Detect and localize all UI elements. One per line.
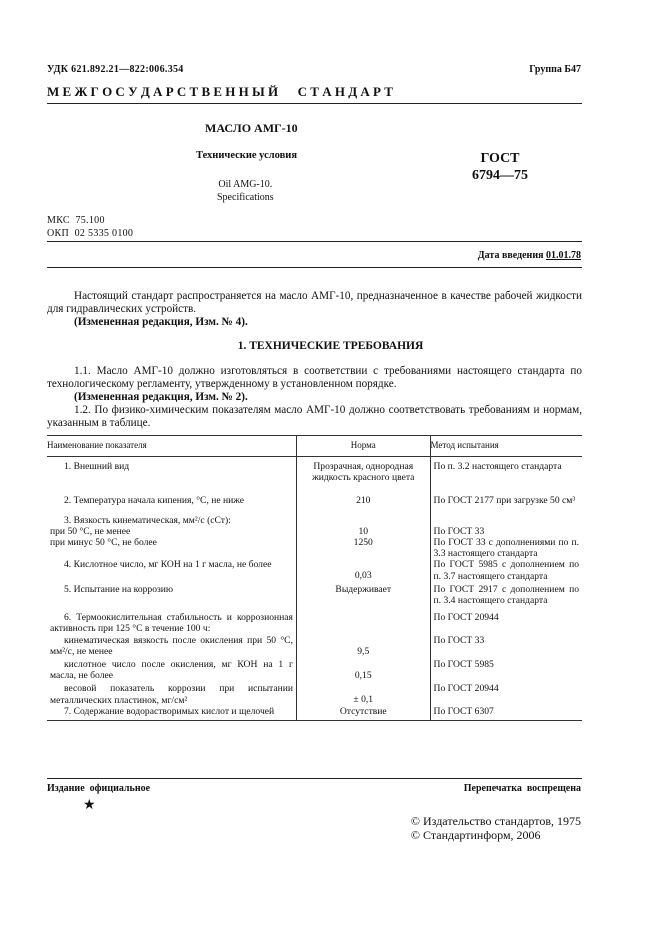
table-row — [47, 582, 582, 606]
group-code: Группа Б47 — [529, 64, 581, 75]
english-title-line1: Oil AMG-10. — [218, 179, 273, 190]
clause-1-1-edit-note: (Измененная редакция, Изм. № 2). — [74, 391, 248, 403]
row-norm — [296, 507, 430, 526]
row-norm: 10 — [296, 526, 430, 537]
gost-designation — [472, 150, 528, 184]
intro-block — [47, 290, 582, 329]
copyright-line-1: © Издательство стандартов, 1975 — [410, 814, 581, 828]
reprint-prohibited-label: Перепечатка воспрещена — [463, 783, 581, 794]
gost-number: 6794—75 — [472, 168, 528, 183]
table-row — [47, 681, 582, 705]
copyright-block — [411, 814, 581, 842]
date-rule — [47, 267, 582, 268]
effective-date — [478, 250, 581, 261]
effective-date-label: Дата введения — [477, 250, 544, 261]
row-method: По ГОСТ 33 с дополнениями по п. 3.3 настоящего стандарта — [430, 537, 582, 559]
row-name: 4. Кислотное число, мг КОН на 1 г масла, не более — [64, 559, 272, 571]
footer-rule — [47, 778, 582, 779]
english-title-line2: Specifications — [217, 192, 274, 203]
table-row — [47, 526, 582, 537]
table-row — [47, 537, 582, 559]
copyright-line-2: © Стандартинформ, 2006 — [410, 828, 541, 842]
row-norm: Прозрачная, однородная жидкость красного цвета — [296, 457, 430, 484]
header-norm: Норма — [296, 436, 430, 457]
row-method: По ГОСТ 2177 при загрузке 50 см³ — [430, 483, 582, 506]
table-row — [47, 457, 582, 484]
clause-1-2: 1.2. По физико-химическим показателям масло АМГ-10 должно соответствовать требованиям и нормам, указанным в таблице. — [47, 404, 582, 429]
star-icon: ★ — [83, 798, 96, 813]
table-header-row — [47, 436, 582, 457]
table-row — [47, 606, 582, 634]
row-name: при 50 °С, не менее — [50, 525, 131, 537]
row-method: По ГОСТ 6307 — [430, 706, 582, 721]
table-row — [47, 635, 582, 657]
header-method: Метод испытания — [430, 436, 582, 457]
english-title — [217, 178, 274, 204]
table-row — [47, 507, 582, 526]
official-edition-label: Издание официальное — [47, 783, 151, 794]
okp-code: ОКП 02 5335 0100 — [47, 228, 134, 239]
section1-body — [47, 365, 582, 430]
row-name: 3. Вязкость кинематическая, мм²/с (сСт): — [64, 514, 231, 526]
row-method: По ГОСТ 2917 с дополнением по п. 3.4 настоящего стандарта — [430, 582, 582, 606]
udk-code: УДК 621.892.21—822:006.354 — [47, 64, 184, 75]
row-method: По ГОСТ 33 — [430, 635, 582, 657]
row-norm — [296, 606, 430, 634]
row-name: весовой показатель коррозии при испытании металлических пластинок, мг/см² — [50, 683, 293, 706]
row-name: при минус 50 °С, не более — [50, 537, 157, 549]
row-norm: 0,03 — [296, 559, 430, 581]
gost-label: ГОСТ — [480, 151, 520, 166]
row-method: По ГОСТ 5985 с дополнением по п. 3.7 настоящего стандарта — [430, 559, 582, 581]
intro-edit-note: (Измененная редакция, Изм. № 4). — [74, 316, 248, 328]
header-rule — [47, 103, 582, 104]
classification-codes — [47, 214, 133, 240]
table-row — [47, 706, 582, 721]
row-name: 5. Испытание на коррозию — [64, 583, 174, 595]
row-method — [430, 507, 582, 526]
row-norm: Выдерживает — [296, 582, 430, 606]
row-name: 7. Содержание водорастворимых кислот и щелочей — [47, 706, 296, 721]
table-row — [47, 657, 582, 681]
row-method: По ГОСТ 5985 — [430, 657, 582, 681]
section-heading: 1. ТЕХНИЧЕСКИЕ ТРЕБОВАНИЯ — [237, 340, 424, 352]
document-title: МАСЛО АМГ-10 — [205, 121, 298, 135]
row-name: кинематическая вязкость после окисления при 50 °С, мм²/с, не менее — [50, 634, 293, 657]
standard-type-heading: М Е Ж Г О С У Д А Р С Т В Е Н Н Ы Й С Т А Н Д А Р Т — [47, 84, 393, 99]
row-norm: 0,15 — [296, 657, 430, 681]
table-row — [47, 483, 582, 506]
row-name: кислотное число после окисления, мг КОН на 1 г масла, не более — [50, 659, 293, 682]
row-norm: 210 — [296, 483, 430, 506]
row-norm: Отсутствие — [296, 706, 430, 721]
row-method: По ГОСТ 33 — [430, 526, 582, 537]
intro-text: Настоящий стандарт распространяется на масло АМГ-10, предназначенное в качестве рабочей жидкости для гидравлических устройств. — [47, 290, 582, 315]
mks-code: МКС 75.100 — [47, 215, 105, 226]
row-method: По ГОСТ 20944 — [430, 681, 582, 705]
codes-rule — [47, 241, 582, 242]
row-method: По ГОСТ 20944 — [430, 606, 582, 634]
header-indicator: Наименование показателя — [47, 436, 296, 457]
row-name: 1. Внешний вид — [64, 461, 130, 472]
clause-1-1: 1.1. Масло АМГ-10 должно изготовляться в соответствии с требованиями настоящего стандарта по технологическому регламенту, утвержденному в установленном порядке. — [47, 365, 582, 390]
row-norm: ± 0,1 — [296, 681, 430, 705]
table-row — [47, 559, 582, 581]
row-norm: 1250 — [296, 537, 430, 559]
row-name: 6. Термоокислительная стабильность и коррозионная активность при 125 °С в течение 100 ч: — [50, 612, 293, 635]
row-norm: 9,5 — [296, 635, 430, 657]
requirements-table — [47, 435, 582, 721]
row-name: 2. Температура начала кипения, °С, не ниже — [64, 495, 245, 507]
effective-date-value: 01.01.78 — [546, 250, 581, 261]
document-subtitle: Технические условия — [196, 150, 298, 161]
row-method: По п. 3.2 настоящего стандарта — [430, 457, 582, 484]
